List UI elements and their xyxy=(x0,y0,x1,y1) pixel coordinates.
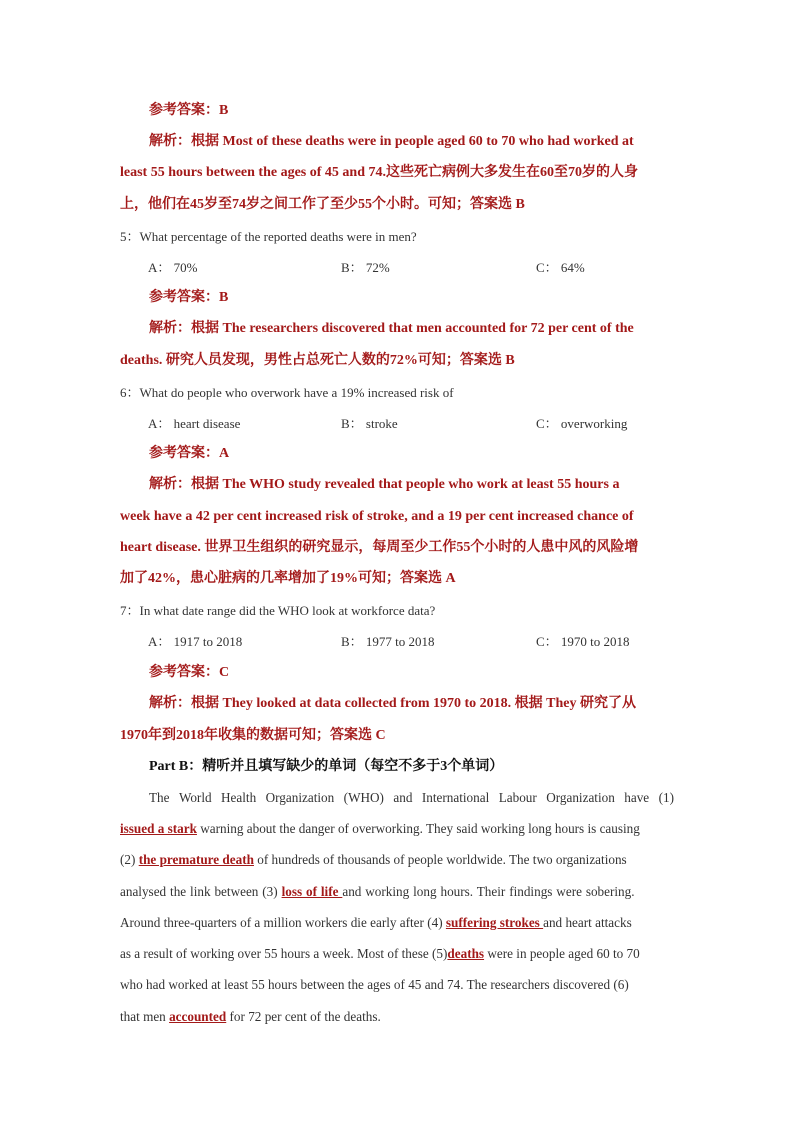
part-b-line6 xyxy=(120,944,640,964)
q5-option-b: B： 72% xyxy=(341,260,390,275)
q5-explanation-line1: 解析：根据 The researchers discovered that men accounted for 72 per cent of the xyxy=(149,321,634,336)
text-segment: that men xyxy=(120,1009,170,1024)
q7-option-c: C： 1970 to 2018 xyxy=(536,634,630,649)
part-b-line3 xyxy=(120,850,627,870)
part-b-line4 xyxy=(120,882,635,902)
q6-explanation-line1: 解析：根据 The WHO study revealed that people who work at least 55 hours a xyxy=(149,477,620,492)
q5-option-a: A： 70% xyxy=(148,260,198,275)
blank-1-answer: issued a stark xyxy=(120,821,197,836)
q6-question: 6：What do people who overwork have a 19% increased risk of xyxy=(120,385,454,400)
q6-option-c: C： overworking xyxy=(536,416,628,431)
word: The xyxy=(149,790,170,805)
q5-explanation-line2: deaths. 研究人员发现，男性占总死亡人数的72%可知；答案选 B xyxy=(120,353,515,368)
q6-explanation-line2: week have a 42 per cent increased risk of stroke, and a 19 per cent increased chance of xyxy=(120,509,634,524)
word: and xyxy=(393,790,413,805)
blank-3-answer: loss of life xyxy=(281,884,343,899)
text-segment: Around three-quarters of a million workers die early after (4) xyxy=(120,915,446,930)
blank-2-answer: the premature death xyxy=(138,852,254,867)
blank-6-answer: accounted xyxy=(169,1009,227,1024)
q7-explanation-line2: 1970年到2018年收集的数据可知；答案选 C xyxy=(120,728,386,743)
text-segment: and working long hours. Their findings were sobering. xyxy=(342,884,635,899)
q7-explanation-line1: 解析：根据 They looked at data collected from 1970 to 2018. 根据 They 研究了从 xyxy=(149,696,636,711)
q7-question: 7：In what date range did the WHO look at workforce data? xyxy=(120,603,436,618)
text-segment: analysed the link between (3) xyxy=(120,884,282,899)
q5-option-c: C： 64% xyxy=(536,260,585,275)
part-b-line7: who had worked at least 55 hours between the ages of 45 and 74. The researchers discovered (6) xyxy=(120,977,629,992)
word: (1) xyxy=(658,790,674,805)
blank-5-answer: deaths xyxy=(447,946,485,961)
part-b-heading: Part B：精听并且填写缺少的单词（每空不多于3个单词） xyxy=(149,759,504,774)
word: (WHO) xyxy=(343,790,384,805)
q7-option-b: B： 1977 to 2018 xyxy=(341,634,435,649)
text-segment: were in people aged 60 to 70 xyxy=(484,946,640,961)
q6-option-b: B： stroke xyxy=(341,416,398,431)
q7-answer: 参考答案：C xyxy=(149,665,230,680)
word: Organization xyxy=(265,790,335,805)
q6-explanation-line3: heart disease. 世界卫生组织的研究显示，每周至少工作55个小时的人患中风的风险增 xyxy=(120,540,639,555)
q6-option-a: A： heart disease xyxy=(148,416,241,431)
word: have xyxy=(624,790,650,805)
text-segment: of hundreds of thousands of people worldwide. The two organizations xyxy=(253,852,627,867)
q4-explanation-line2: least 55 hours between the ages of 45 and 74.这些死亡病例大多发生在60至70岁的人身 xyxy=(120,165,638,180)
part-b-line2 xyxy=(120,819,640,839)
word: Labour xyxy=(498,790,537,805)
q4-explanation-line3: 上，他们在45岁至74岁之间工作了至少55个小时。可知；答案选 B xyxy=(120,197,525,212)
word: International xyxy=(421,790,490,805)
q7-option-a: A： 1917 to 2018 xyxy=(148,634,243,649)
q5-answer: 参考答案：B xyxy=(149,290,229,305)
q6-answer: 参考答案：A xyxy=(149,446,230,461)
text-segment: warning about the danger of overworking. They said working long hours is causing xyxy=(196,821,640,836)
q5-question: 5：What percentage of the reported deaths were in men? xyxy=(120,229,417,244)
part-b-line5 xyxy=(120,913,632,933)
part-b-line8 xyxy=(120,1007,381,1027)
text-segment: and heart attacks xyxy=(543,915,632,930)
text-segment: as a result of working over 55 hours a week. Most of these (5) xyxy=(120,946,448,961)
q4-answer: 参考答案：B xyxy=(149,103,229,118)
q6-explanation-line4: 加了42%，患心脏病的几率增加了19%可知；答案选 A xyxy=(120,571,456,586)
text-segment: (2) xyxy=(120,852,139,867)
word: Health xyxy=(221,790,257,805)
word: World xyxy=(178,790,212,805)
q4-explanation-line1: 解析：根据 Most of these deaths were in people aged 60 to 70 who had worked at xyxy=(149,134,634,149)
part-b-line1 xyxy=(120,788,674,808)
word: Organization xyxy=(546,790,615,805)
blank-4-answer: suffering strokes xyxy=(445,915,544,930)
text-segment: for 72 per cent of the deaths. xyxy=(226,1009,381,1024)
